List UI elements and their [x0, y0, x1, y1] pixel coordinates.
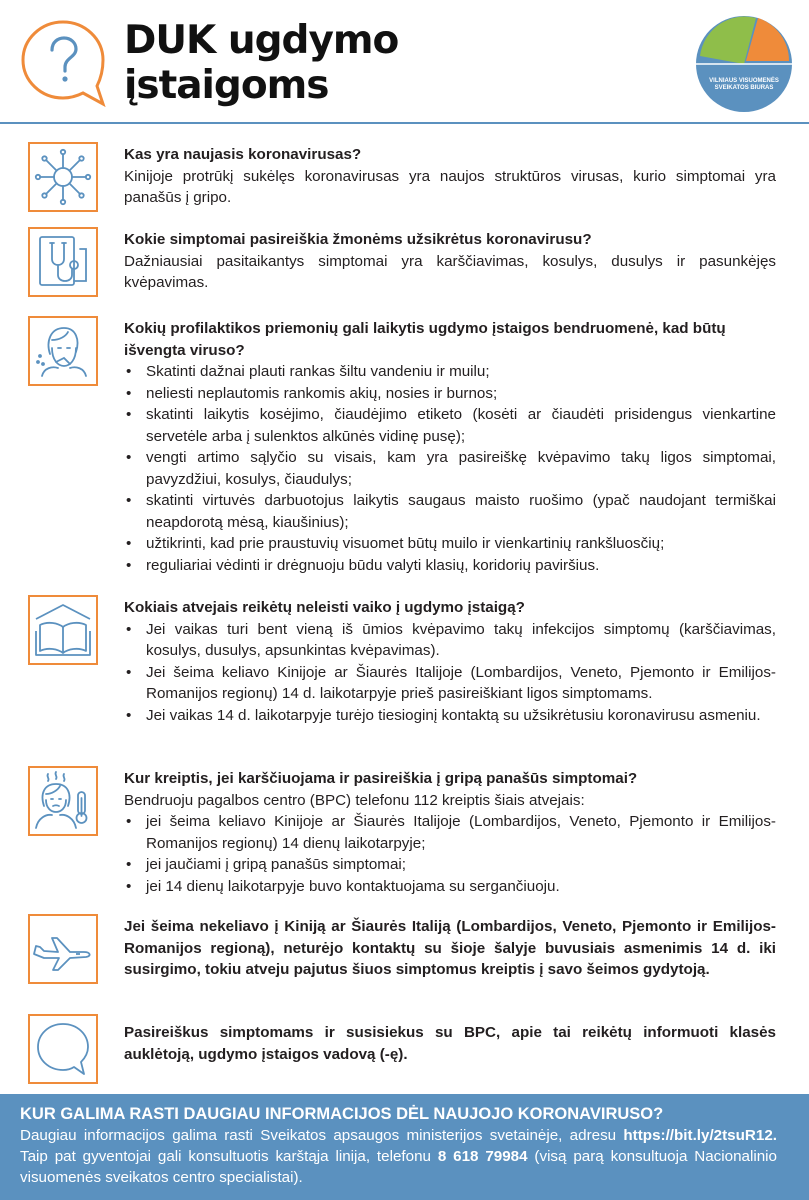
ministry-link[interactable]: https://bit.ly/2tsuR12. — [623, 1127, 777, 1144]
section-text: Bendruoju pagalbos centro (BPC) telefonu 112 kreiptis šiais atvejais: — [124, 791, 585, 809]
stethoscope-icon — [30, 229, 96, 295]
section-text: Kinijoje protrūkį sukėlęs koronavirusas yra naujos struktūros virusas, kurio simptomai yra panašūs į gripo. — [124, 167, 776, 206]
contact-cases-list — [124, 811, 776, 897]
list-item: • Skatinti dažnai plauti rankas šiltu vandeniu ir muilu; — [124, 361, 776, 383]
question-bubble-icon — [17, 16, 109, 108]
organization-logo — [694, 14, 794, 114]
section-title: Kokių profilaktikos priemonių gali laikytis ugdymo įstaigos bendruomenė, kad būtų išvengta viruso? — [124, 320, 726, 359]
list-item: • Jei šeima keliavo Kinijoje ar Šiaurės Italijoje (Lombardijos, Veneto, Pjemonto ir Emilijos-Romanijos regionų) 14 d. laikotarpyje prieš pasireiškiant ligos simptomams. — [124, 662, 776, 705]
section-text: Jei šeima nekeliavo į Kiniją ar Šiaurės Italiją (Lombardijos, Veneto, Pjemonto ir Emilijos-Romanijos regioną), neturėjo kontaktų su šioje šalyje buvusiais asmenimis 14 d. iki susirgimo, tokiu atveju pajutus šiuos simptomus kreiptis į savo šeimos gydytoją. — [124, 918, 776, 978]
title-line-1: DUK ugdymo — [124, 18, 399, 63]
section-title: Kas yra naujasis koronavirusas? — [124, 146, 362, 163]
list-item: • vengti artimo sąlyčio su visais, kam yra pasireiškę kvėpavimo takų ligos simptomai, pavyzdžiui, kosulys, čiaudulys; — [124, 447, 776, 490]
page-title — [124, 18, 398, 108]
airplane-icon — [30, 916, 96, 982]
section-text: Dažniausiai pasitaikantys simptomai yra karščiavimas, kosulys, dusulys ir pasunkėjęs kvėpavimas. — [124, 252, 776, 291]
logo-pie-icon — [694, 14, 794, 114]
hotline-phone: 8 618 79984 — [437, 1148, 528, 1165]
list-item: • jei jaučiami į gripą panašūs simptomai; — [124, 854, 776, 876]
list-item: • skatinti laikytis kosėjimo, čiaudėjimo etiketo (kosėti ar čiaudėti prisidengus vienkartine servetėle arba į sulenktos alkūnės vidinę pusę); — [124, 404, 776, 447]
list-item: • neliesti neplautomis rankomis akių, nosies ir burnos; — [124, 383, 776, 405]
list-item: • jei 14 dienų laikotarpyje buvo kontaktuojama su sergančiuoju. — [124, 876, 776, 898]
school-book-icon — [30, 597, 96, 663]
section-text: Pasireiškus simptomams ir susisiekus su BPC, apie tai reikėtų informuoti klasės auklėtoją, ugdymo įstaigos vadovą (-ę). — [124, 1024, 776, 1063]
list-item: • Jei vaikas turi bent vieną iš ūmios kvėpavimo takų infekcijos simptomų (karščiavimas, kosulys, dusulys, apsunkintas kvėpavimas). — [124, 619, 776, 662]
exclusion-list — [124, 619, 776, 727]
list-item: • jei šeima keliavo Kinijoje ar Šiaurės Italijoje (Lombardijos, Veneto, Pjemonto ir Emilijos-Romanijos regionų) 14 dienų laikotarpyje; — [124, 811, 776, 854]
sneezing-person-icon — [30, 318, 96, 384]
footer-text: Daugiau informacijos galima rasti Sveikatos apsaugos ministerijos svetainėje, adresu https://bit.ly/2tsuR12. Taip pat gyventojai gali konsultuotis karštąja linija, telefonu 8 618 79984 (visą parą konsultuoja Nacionalinio visuomenės sveikatos centro specialistai). — [20, 1127, 777, 1186]
title-line-2: įstaigoms — [124, 63, 329, 108]
prevention-list — [124, 361, 776, 576]
info-footer — [0, 1094, 809, 1200]
section-title: Kur kreiptis, jei karščiuojama ir pasireiškia į gripą panašūs simptomai? — [124, 770, 638, 787]
logo-text: VILNIAUS VISUOMENĖS SVEIKATOS BIURAS — [709, 78, 779, 91]
list-item: • reguliariai vėdinti ir drėgnuoju būdu valyti klasių, koridorių paviršius. — [124, 555, 776, 577]
list-item: • užtikrinti, kad prie praustuvių visuomet būtų muilo ir vienkartinių rankšluosčių; — [124, 533, 776, 555]
fever-person-icon — [30, 768, 96, 834]
section-title: Kokiais atvejais reikėtų neleisti vaiko į ugdymo įstaigą? — [124, 599, 525, 616]
speech-bubble-icon — [30, 1016, 96, 1082]
page-header — [0, 0, 809, 124]
virus-icon — [30, 144, 96, 210]
list-item: • Jei vaikas 14 d. laikotarpyje turėjo tiesioginį kontaktą su užsikrėtusiu koronavirusu asmeniu. — [124, 705, 776, 727]
footer-title: KUR GALIMA RASTI DAUGIAU INFORMACIJOS DĖL NAUJOJO KORONAVIRUSO? — [20, 1105, 664, 1123]
section-title: Kokie simptomai pasireiškia žmonėms užsikrėtus koronavirusu? — [124, 231, 592, 248]
list-item: • skatinti virtuvės darbuotojus laikytis saugaus maisto ruošimo (ypač naudojant termiškai neapdorotą mėsą, kiaušinius); — [124, 490, 776, 533]
